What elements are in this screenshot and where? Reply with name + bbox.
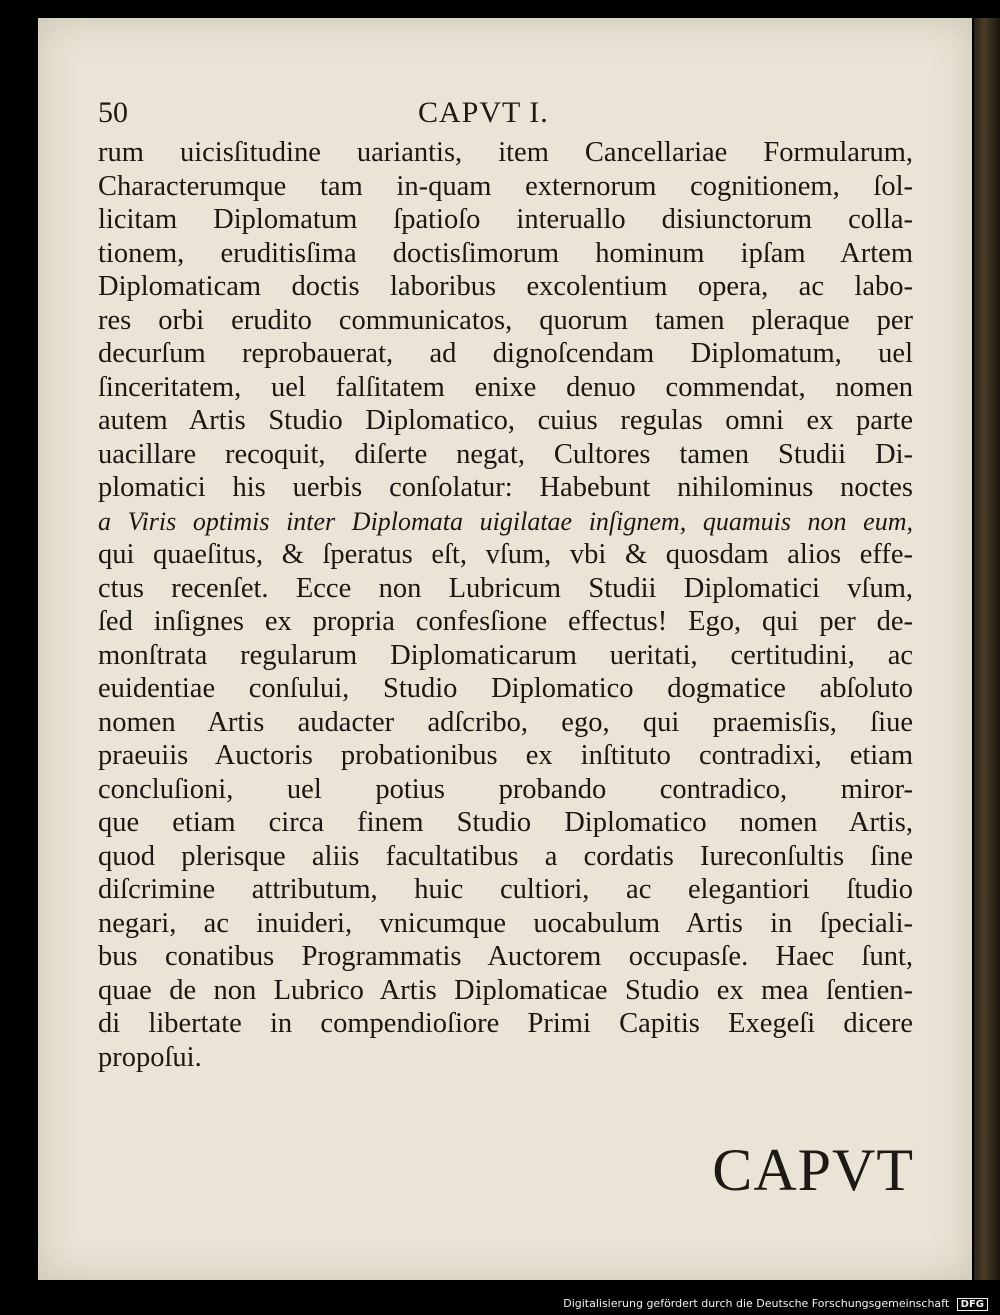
text-line: concluſioni, uel potius probando contradico, miror-	[98, 773, 913, 805]
book-page	[38, 18, 972, 1280]
book-edge	[974, 18, 1000, 1280]
text-line: que etiam circa finem Studio Diplomatico nomen Artis,	[98, 807, 913, 838]
footer-credit	[563, 1297, 988, 1311]
running-head: CAPVT I.	[418, 96, 549, 129]
text-line: nomen Artis audacter adſcribo, ego, qui praemisſis, ſiue	[98, 706, 913, 738]
page-number: 50	[98, 96, 128, 129]
text-line: ſed inſignes ex propria confesſione effectus! Ego, qui per de-	[98, 606, 913, 637]
text-line: monſtrata regularum Diplomaticarum ueritati, certitudini, ac	[98, 639, 913, 671]
text-line: licitam Diplomatum ſpatioſo interuallo disiunctorum colla-	[98, 204, 913, 235]
text-line: decurſum reprobauerat, ad dignoſcendam Diplomatum, uel	[98, 338, 913, 369]
text-line: euidentiae conſului, Studio Diplomatico dogmatice abſoluto	[98, 673, 913, 704]
text-line: a Viris optimis inter Diplomata uigilatae inſignem, quamuis non eum,	[98, 506, 913, 536]
text-line: res orbi erudito communicatos, quorum tamen pleraque per	[98, 304, 913, 336]
text-line: tionem, eruditisſima doctisſimorum hominum ipſam Artem	[98, 237, 913, 269]
text-line: Diplomaticam doctis laboribus excolentium opera, ac labo-	[98, 271, 913, 302]
text-line: ſinceritatem, uel falſitatem enixe denuo commendat, nomen	[98, 371, 913, 403]
text-line: uacillare recoquit, diſerte negat, Cultores tamen Studii Di-	[98, 438, 913, 470]
text-line: negari, ac inuideri, vnicumque uocabulum Artis in ſpeciali-	[98, 907, 913, 939]
text-line: ctus recenſet. Ecce non Lubricum Studii Diplomatici vſum,	[98, 572, 913, 604]
text-line: rum uicisſitudine uariantis, item Cancellariae Formularum,	[98, 137, 913, 168]
text-line: quod plerisque aliis facultatibus a cordatis Iureconſultis ſine	[98, 840, 913, 872]
text-line: propoſui.	[98, 1041, 202, 1073]
text-line: qui quaeſitus, & ſperatus eſt, vſum, vbi & quosdam alios effe-	[98, 539, 913, 570]
catchword: CAPVT	[712, 1137, 914, 1203]
text-line: plomatici his uerbis conſolatur: Habebunt nihilominus noctes	[98, 472, 913, 503]
text-line: praeuiis Auctoris probationibus ex inſtituto contradixi, etiam	[98, 740, 913, 771]
text-line: diſcrimine attributum, huic cultiori, ac elegantiori ſtudio	[98, 874, 913, 905]
text-line: Characterumque tam in-quam externorum cognitionem, ſol-	[98, 170, 913, 202]
text-line: quae de non Lubrico Artis Diplomaticae Studio ex mea ſentien-	[98, 974, 913, 1006]
dfg-logo: DFG	[957, 1298, 988, 1311]
text-line: autem Artis Studio Diplomatico, cuius regulas omni ex parte	[98, 405, 913, 436]
body-text	[98, 136, 913, 1074]
text-line: di libertate in compendioſiore Primi Capitis Exegeſi dicere	[98, 1008, 913, 1039]
text-line: bus conatibus Programmatis Auctorem occupasſe. Haec ſunt,	[98, 941, 913, 972]
footer-credit-text: Digitalisierung gefördert durch die Deutsche Forschungsgemeinschaft	[563, 1297, 950, 1310]
